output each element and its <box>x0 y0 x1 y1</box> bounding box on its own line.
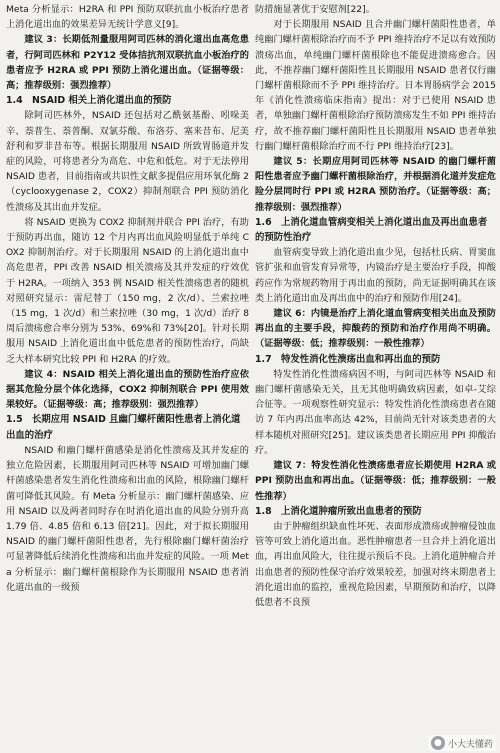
left-column <box>6 2 249 753</box>
right-column <box>255 2 496 753</box>
paragraph: Meta 分析显示：H2RA 和 PPI 预防双联抗血小板治疗患者上消化道出血的效果差异无统计学意义[9]。 <box>6 4 249 31</box>
paragraph: 除阿司匹林外，NSAID 还包括对乙酰氨基酚、吲哚美辛、萘普生、萘普酮、双氯芬酸、布洛芬、塞来昔布、尼美舒利和罗非昔布等。根据长期服用 NSAID 所致胃肠道并发症的风险，可将患者分为高危、中危和低危。对于无法停用 NSAID 患者，目前指南或共识性文献多提倡应用环氧化酶 2（cyclooxygenase 2，COX2）抑制剂联合 PPI 预防消化性溃疡及其出血并发症。 <box>6 110 249 213</box>
paragraph: 特发性消化性溃疡病因不明，与阿司匹林等 NSAID 和幽门螺杆菌感染无关，且无其他明确致病因素，如卓-艾综合征等。一项观察性研究显示：特发性消化性溃疡患者在随访 7 年内再出血率高达 42%，目前尚无针对该类患者的大样本随机对照研究[25]。建议该类患者长期应用 PPI 抑酸治疗。 <box>255 368 496 456</box>
paragraph: 将 NSAID 更换为 COX2 抑制剂并联合 PPI 治疗，有助于预防再出血，随访 12 个月内再出血风险明显低于单纯 COX2 抑制剂治疗。对于长期服用 NSAID 的上消化道出血中高危患者，PPI 改善 NSAID 相关溃疡及其并发症的疗效优于 H2RA。一项纳入 353 例 NSAID 相关性溃疡患者的随机对照研究显示：雷尼替丁（150 mg，2 次/d）、兰索拉唑（15 mg，1 次/d）和兰索拉唑（30 mg，1 次/d）治疗 8 周后溃疡愈合率分别为 53%、69%和 73%[20]。针对长期服用 NSAID 上消化道出血中低危患者的预防性治疗，尚缺乏大样本研究比较 PPI 和 H2RA 的疗效。 <box>6 216 249 365</box>
paragraph: 防措施显著优于安慰剂[22]。 <box>255 4 375 15</box>
recommendation-5: 建议 5：长期应用阿司匹林等 NSAID 的幽门螺杆菌阳性患者应予幽门螺杆菌根除治疗，并根据消化道并发症危险分层同时行 PPI 或 H2RA 预防治疗。（证据等级：高；推荐级别：强烈推荐） <box>255 156 496 213</box>
paragraph: 对于长期服用 NSAID 且合并幽门螺杆菌阳性患者，单纯幽门螺杆菌根除治疗而不予 PPI 维持治疗不足以有效预防溃疡出血，单纯幽门螺杆菌根除也不能促进溃疡愈合。因此，不推荐幽门螺杆菌阳性且长期服用 NSAID 患者仅行幽门螺杆菌根除而不予 PPI 维持治疗。日本胃肠病学会 2015 年《消化性溃疡临床指南》提出：对于已使用 NSAID 患者，单独幽门螺杆菌根除治疗预防溃疡发生不如 PPI 维持治疗，故不推荐幽门螺杆菌阳性且长期服用 NSAID 患者单独行幽门螺杆菌根除治疗而不行 PPI 维持治疗[23]。 <box>255 19 496 152</box>
section-heading-1-8: 1.8 上消化道肿瘤所致出血患者的预防 <box>255 505 422 517</box>
recommendation-6: 建议 6：内镜是治疗上消化道血管病变相关出血及预防再出血的主要手段，抑酸药的预防和治疗作用尚不明确。（证据等级：低；推荐级别：一般性推荐） <box>255 308 496 350</box>
section-heading-1-5: 1.5 长期应用 NSAID 且幽门螺杆菌阳性患者上消化道出血的治疗 <box>6 414 241 441</box>
paragraph: NSAID 和幽门螺杆菌感染是消化性溃疡及其并发症的独立危险因素，长期服用阿司匹林等 NSAID 可增加幽门螺杆菌感染患者发生消化性溃疡和出血的风险，根除幽门螺杆菌可降低其风险。有 Meta 分析显示：幽门螺杆菌感染、应用 NSAID 以及两者同时存在时消化道出血的风险分别升高 1.79 倍、4.85 倍和 6.13 倍[21]。因此，对于拟长期服用 NSAID 的幽门螺杆菌阳性患者，先行根除幽门螺杆菌治疗可显著降低后续消化性溃疡和出血并发症的风险。一项 Meta 分析显示：幽门螺杆菌根除作为长期服用 NSAID 患者消化道出血的一级预 <box>6 444 249 593</box>
recommendation-7: 建议 7：特发性消化性溃疡患者应长期使用 H2RA 或 PPI 预防出血和再出血。（证据等级：低；推荐级别：一般性推荐） <box>255 460 496 502</box>
recommendation-4: 建议 4：NSAID 相关上消化道出血的预防性治疗应依据其危险分层个体化选择，COX2 抑制剂联合 PPI 使用效果较好。（证据等级：高；推荐级别：强烈推荐） <box>6 368 249 411</box>
recommendation-3: 建议 3：长期低剂量服用阿司匹林的消化道出血高危患者，行阿司匹林和 P2Y12 受体拮抗剂双联抗血小板治疗的患者应予 H2RA 或 PPI 预防上消化道出血。（证据等级：高；推荐级别：强烈推荐） <box>6 34 249 92</box>
section-heading-1-4: 1.4 NSAID 相关上消化道出血的预防 <box>6 95 172 107</box>
paragraph: 血管病变导致上消化道出血少见，包括杜氏病、胃窦血管扩张和血管发育异常等，内镜治疗是主要治疗手段，抑酸药应作为常规药物用于再出血的预防，尚无证据明确其在该类上消化道出血及再出血中的治疗和预防作用[24]。 <box>255 247 496 304</box>
section-heading-1-7: 1.7 特发性消化性溃疡出血和再出血的预防 <box>255 353 441 365</box>
section-heading-1-6: 1.6 上消化道血管病变相关上消化道出血及再出血患者的预防性治疗 <box>255 216 488 244</box>
watermark-text: 小大夫懂药 <box>447 739 493 750</box>
watermark <box>428 735 496 751</box>
paragraph: 由于肿瘤组织缺血性坏死、表面形成溃疡或肿瘤侵蚀血管等可致上消化道出血。恶性肿瘤患者一旦合并上消化道出血，再出血风险大，往往提示预后不良。上消化道肿瘤合并出血患者的预防性保守治疗效果较差，加强对终末期患者上消化道出血的监控，重视危险因素，早期预防和治疗，以降低患者不良预 <box>255 520 496 608</box>
wechat-icon: ● <box>431 736 445 750</box>
